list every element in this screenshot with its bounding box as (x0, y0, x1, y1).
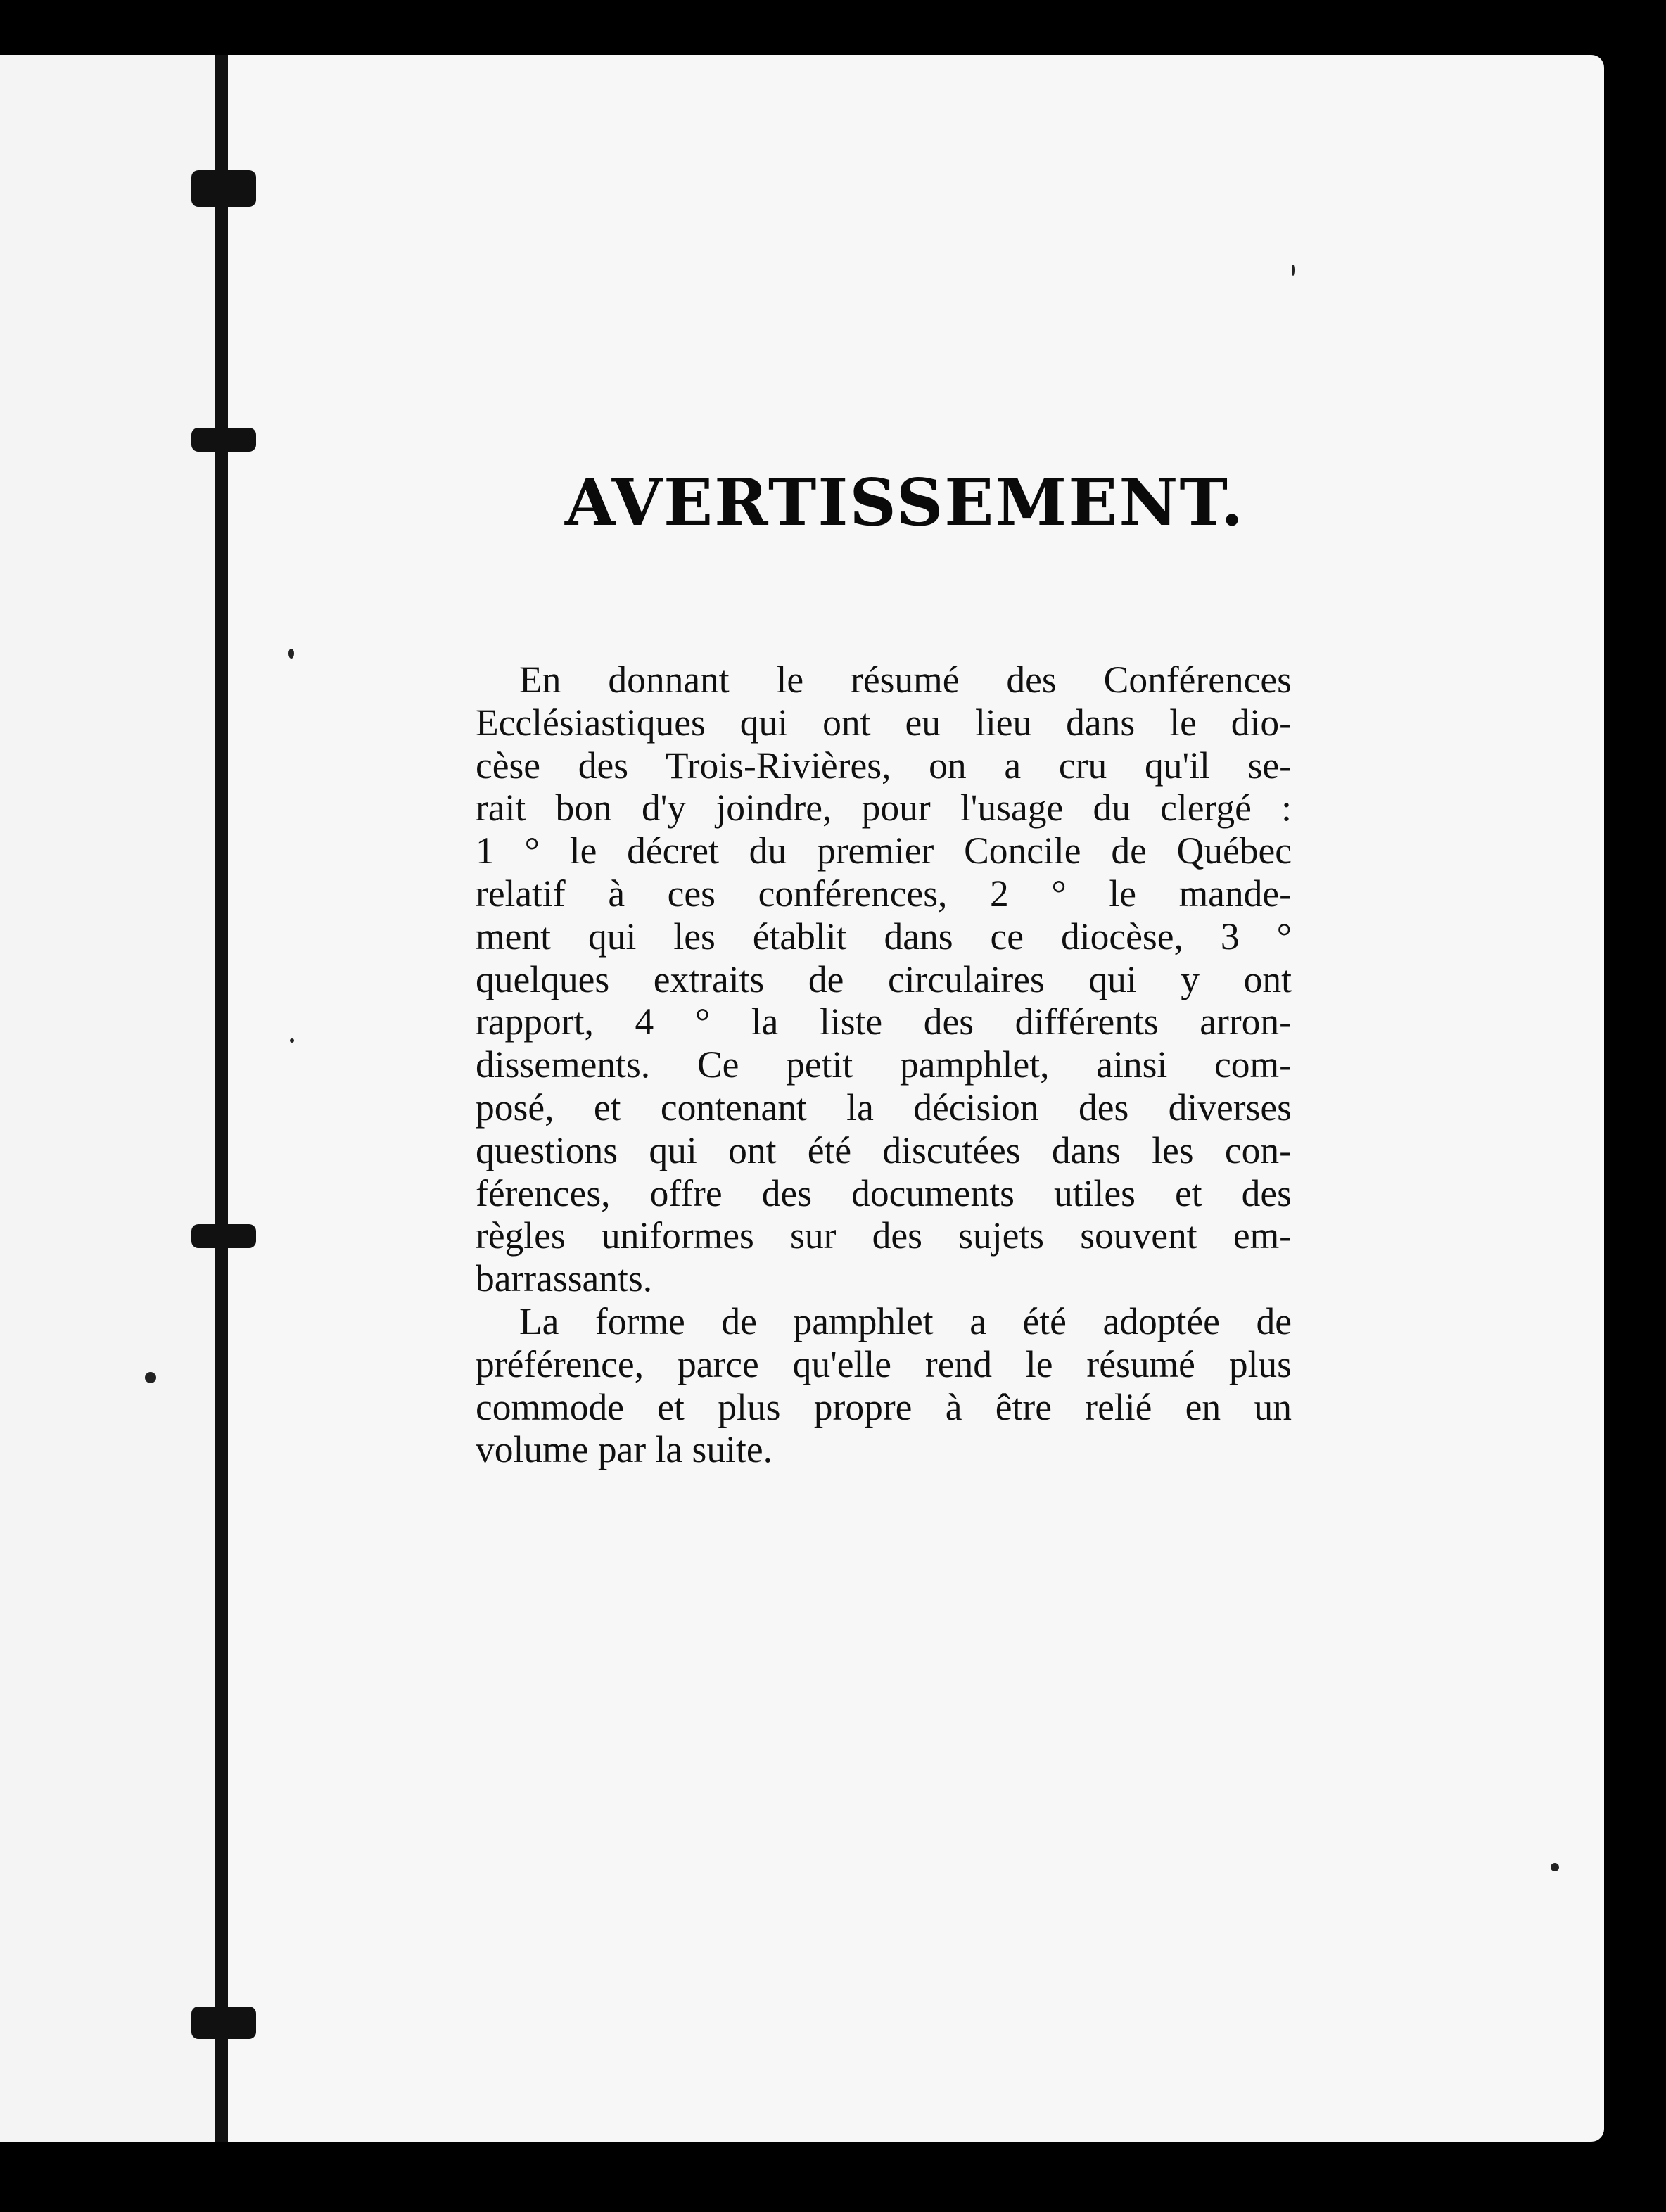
text-line: rait bon d'y joindre, pour l'usage du clergé : (476, 787, 1292, 830)
text-line: préférence, parce qu'elle rend le résumé plus (476, 1342, 1292, 1385)
ink-speck (288, 649, 294, 659)
text-line: férences, offre des documents utiles et des (476, 1171, 1292, 1214)
binding-stitch (191, 2007, 256, 2039)
ink-speck (1292, 265, 1295, 276)
binding-stitch (191, 1224, 256, 1248)
page-title: AVERTISSEMENT. (564, 464, 1245, 540)
text-line: 1 ° le décret du premier Concile de Québec (476, 830, 1292, 872)
text-line: En donnant le résumé des Conférences (519, 659, 1292, 701)
text-line: règles uniformes sur des sujets souvent em- (476, 1214, 1292, 1257)
text-line: cèse des Trois-Rivières, on a cru qu'il se- (476, 744, 1292, 787)
ink-speck (290, 1038, 294, 1043)
paragraph-1 (476, 659, 1292, 1300)
text-line: quelques extraits de circulaires qui y ont (476, 958, 1292, 1000)
text-line: barrassants. (476, 1257, 653, 1300)
binding-stitch (191, 170, 256, 207)
text-line: posé, et contenant la décision des diverses (476, 1086, 1292, 1129)
ink-speck (1551, 1863, 1559, 1871)
ink-speck (145, 1372, 156, 1383)
text-line: ment qui les établit dans ce diocèse, 3 ° (476, 915, 1292, 958)
paragraph-2 (476, 1300, 1292, 1471)
text-line: La forme de pamphlet a été adoptée de (519, 1299, 1292, 1342)
text-line: questions qui ont été discutées dans les con- (476, 1129, 1292, 1171)
document-body (476, 450, 1292, 1471)
binding-spine (215, 55, 228, 2142)
text-line: dissements. Ce petit pamphlet, ainsi com- (476, 1043, 1292, 1086)
text-line: rapport, 4 ° la liste des différents arron- (476, 1000, 1292, 1043)
text-line: relatif à ces conférences, 2 ° le mande- (476, 872, 1292, 915)
text-line: volume par la suite. (476, 1428, 772, 1471)
text-line: commode et plus propre à être relié en un (476, 1385, 1292, 1428)
text-line: Ecclésiastiques qui ont eu lieu dans le dio- (476, 701, 1292, 744)
facing-page-edge (0, 55, 224, 2142)
binding-stitch (191, 428, 256, 452)
